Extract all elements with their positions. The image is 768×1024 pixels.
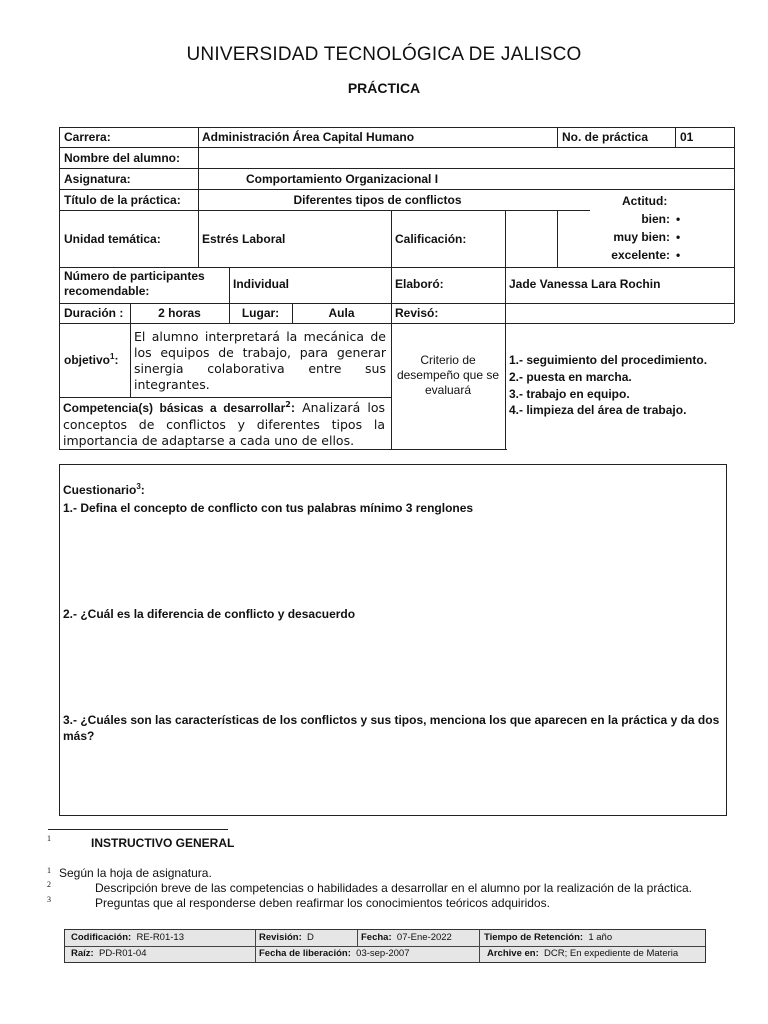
fecha-label: Fecha: bbox=[361, 932, 392, 943]
criterio-item: 4.- limpieza del área de trabajo. bbox=[509, 403, 687, 418]
objetivo-label bbox=[64, 352, 118, 368]
criterio-item: 3.- trabajo en equipo. bbox=[509, 386, 630, 401]
asignatura-label: Asignatura: bbox=[64, 172, 131, 186]
unidad-value: Estrés Laboral bbox=[202, 232, 286, 246]
competencias-colon: : bbox=[290, 401, 295, 416]
carrera-value: Administración Área Capital Humano bbox=[202, 130, 415, 144]
criterio-item: 2.- puesta en marcha. bbox=[509, 369, 632, 384]
reviso-label: Revisó: bbox=[395, 306, 439, 320]
raiz-value: PD-R01-04 bbox=[98, 948, 147, 959]
participantes-label-line2: recomendable: bbox=[64, 284, 150, 298]
question-1: 1.- Defina el concepto de conflicto con tus palabras mínimo 3 renglones bbox=[63, 501, 474, 515]
calificacion-label: Calificación: bbox=[395, 232, 467, 246]
unidad-label: Unidad temática: bbox=[64, 232, 161, 246]
raiz bbox=[71, 948, 147, 959]
footnote-2: Descripción breve de las competencias o habilidades a desarrollar en el alumno por la realización de la práctica. bbox=[95, 881, 692, 895]
carrera-label: Carrera: bbox=[64, 130, 111, 144]
archive-label: Archive en: bbox=[487, 948, 539, 959]
duracion-value: 2 horas bbox=[158, 306, 201, 320]
alumno-label: Nombre del alumno: bbox=[64, 151, 181, 165]
practica-number-value: 01 bbox=[680, 130, 694, 144]
objetivo-label-text: objetivo bbox=[64, 353, 111, 367]
objetivo-text: El alumno interpretará la mecánica de los equipos de trabajo, para generar sinergia colaborativa entre sus integrantes. bbox=[134, 329, 386, 392]
answer-3-area[interactable] bbox=[63, 746, 723, 812]
document-type: PRÁCTICA bbox=[347, 80, 421, 96]
lugar-label: Lugar: bbox=[241, 306, 280, 320]
competencias-text bbox=[63, 400, 385, 449]
fecha-value: 07-Ene-2022 bbox=[396, 932, 452, 943]
actitud-option-bien: bien: bbox=[641, 212, 670, 226]
actitud-option-muy-bien: muy bien: bbox=[613, 230, 670, 244]
raiz-label: Raíz: bbox=[71, 948, 94, 959]
answer-2-area[interactable] bbox=[63, 626, 723, 706]
footnote-3: Preguntas que al responderse deben reafirmar los conocimientos teóricos adquiridos. bbox=[95, 896, 550, 910]
footnote-ref: 1 bbox=[110, 352, 115, 361]
revision bbox=[259, 932, 314, 943]
asignatura-value: Comportamiento Organizacional I bbox=[246, 172, 439, 186]
elaboro-label: Elaboró: bbox=[395, 277, 444, 291]
actitud-label: Actitud: bbox=[622, 194, 668, 208]
footnote-ref: 2 bbox=[285, 400, 291, 409]
footnote-number: 1 bbox=[47, 866, 51, 875]
question-3: 3.- ¿Cuáles son las características de los conflictos y sus tipos, menciona los que aparecen en la práctica y da dos más? bbox=[63, 713, 720, 743]
criterios-list bbox=[509, 352, 707, 419]
lugar-value: Aula bbox=[328, 306, 355, 320]
revision-value: D bbox=[307, 932, 314, 943]
liberacion bbox=[259, 948, 410, 959]
practica-number-label: No. de práctica bbox=[562, 130, 649, 144]
bullet-icon: • bbox=[676, 212, 681, 226]
institution-title: UNIVERSIDAD TECNOLÓGICA DE JALISCO bbox=[186, 44, 582, 65]
archive-value: DCR; En expediente de Materia bbox=[544, 948, 679, 959]
footnote-number: 3 bbox=[47, 895, 51, 904]
retencion-label: Tiempo de Retención: bbox=[484, 932, 584, 943]
liberacion-value: 03-sep-2007 bbox=[356, 948, 410, 959]
retencion bbox=[484, 932, 612, 943]
answer-1-area[interactable] bbox=[63, 520, 723, 600]
bullet-icon: • bbox=[676, 230, 681, 244]
cuestionario-label bbox=[63, 482, 723, 499]
participantes-value: Individual bbox=[233, 277, 290, 291]
liberacion-label: Fecha de liberación: bbox=[259, 948, 351, 959]
criterio-label: Criterio de desempeño que se evaluará bbox=[396, 353, 500, 397]
titulo-value: Diferentes tipos de conflictos bbox=[293, 193, 462, 207]
actitud-option-excelente: excelente: bbox=[611, 248, 670, 262]
revision-label: Revisión: bbox=[259, 932, 302, 943]
duracion-label: Duración : bbox=[64, 306, 124, 320]
criterio-item: 1.- seguimiento del procedimiento. bbox=[509, 353, 708, 367]
footnote-separator bbox=[48, 829, 228, 830]
footnote-1: Según la hoja de asignatura. bbox=[59, 866, 212, 880]
question-2: 2.- ¿Cuál es la diferencia de conflicto y desacuerdo bbox=[63, 607, 356, 621]
archive bbox=[487, 948, 678, 959]
fecha bbox=[361, 932, 452, 943]
footnote-marker: 1 bbox=[47, 834, 51, 843]
footnote-number: 2 bbox=[47, 880, 51, 889]
bullet-icon: • bbox=[676, 248, 681, 262]
titulo-label: Título de la práctica: bbox=[64, 193, 181, 207]
participantes-label bbox=[64, 269, 205, 299]
instructivo-heading: INSTRUCTIVO GENERAL bbox=[91, 836, 235, 850]
elaboro-value: Jade Vanessa Lara Rochin bbox=[509, 277, 661, 291]
cuestionario-colon: : bbox=[140, 483, 145, 497]
participantes-label-line1: Número de participantes bbox=[64, 269, 205, 283]
codificacion bbox=[71, 932, 184, 943]
codificacion-value: RE-R01-13 bbox=[136, 932, 184, 943]
retencion-value: 1 año bbox=[588, 932, 613, 943]
objetivo-colon: : bbox=[114, 353, 119, 367]
competencias-description: Analizará los conceptos de conflictos y diferentes tipos la importancia de adaptarse a cada uno de ellos. bbox=[63, 400, 385, 448]
competencias-label: Competencia(s) básicas a desarrollar bbox=[63, 401, 286, 416]
calificacion-field[interactable] bbox=[507, 212, 556, 266]
alumno-field[interactable] bbox=[202, 149, 732, 167]
footnote-ref: 3 bbox=[136, 482, 141, 491]
codificacion-label: Codificación: bbox=[71, 932, 132, 943]
cuestionario-label-text: Cuestionario bbox=[63, 483, 137, 497]
